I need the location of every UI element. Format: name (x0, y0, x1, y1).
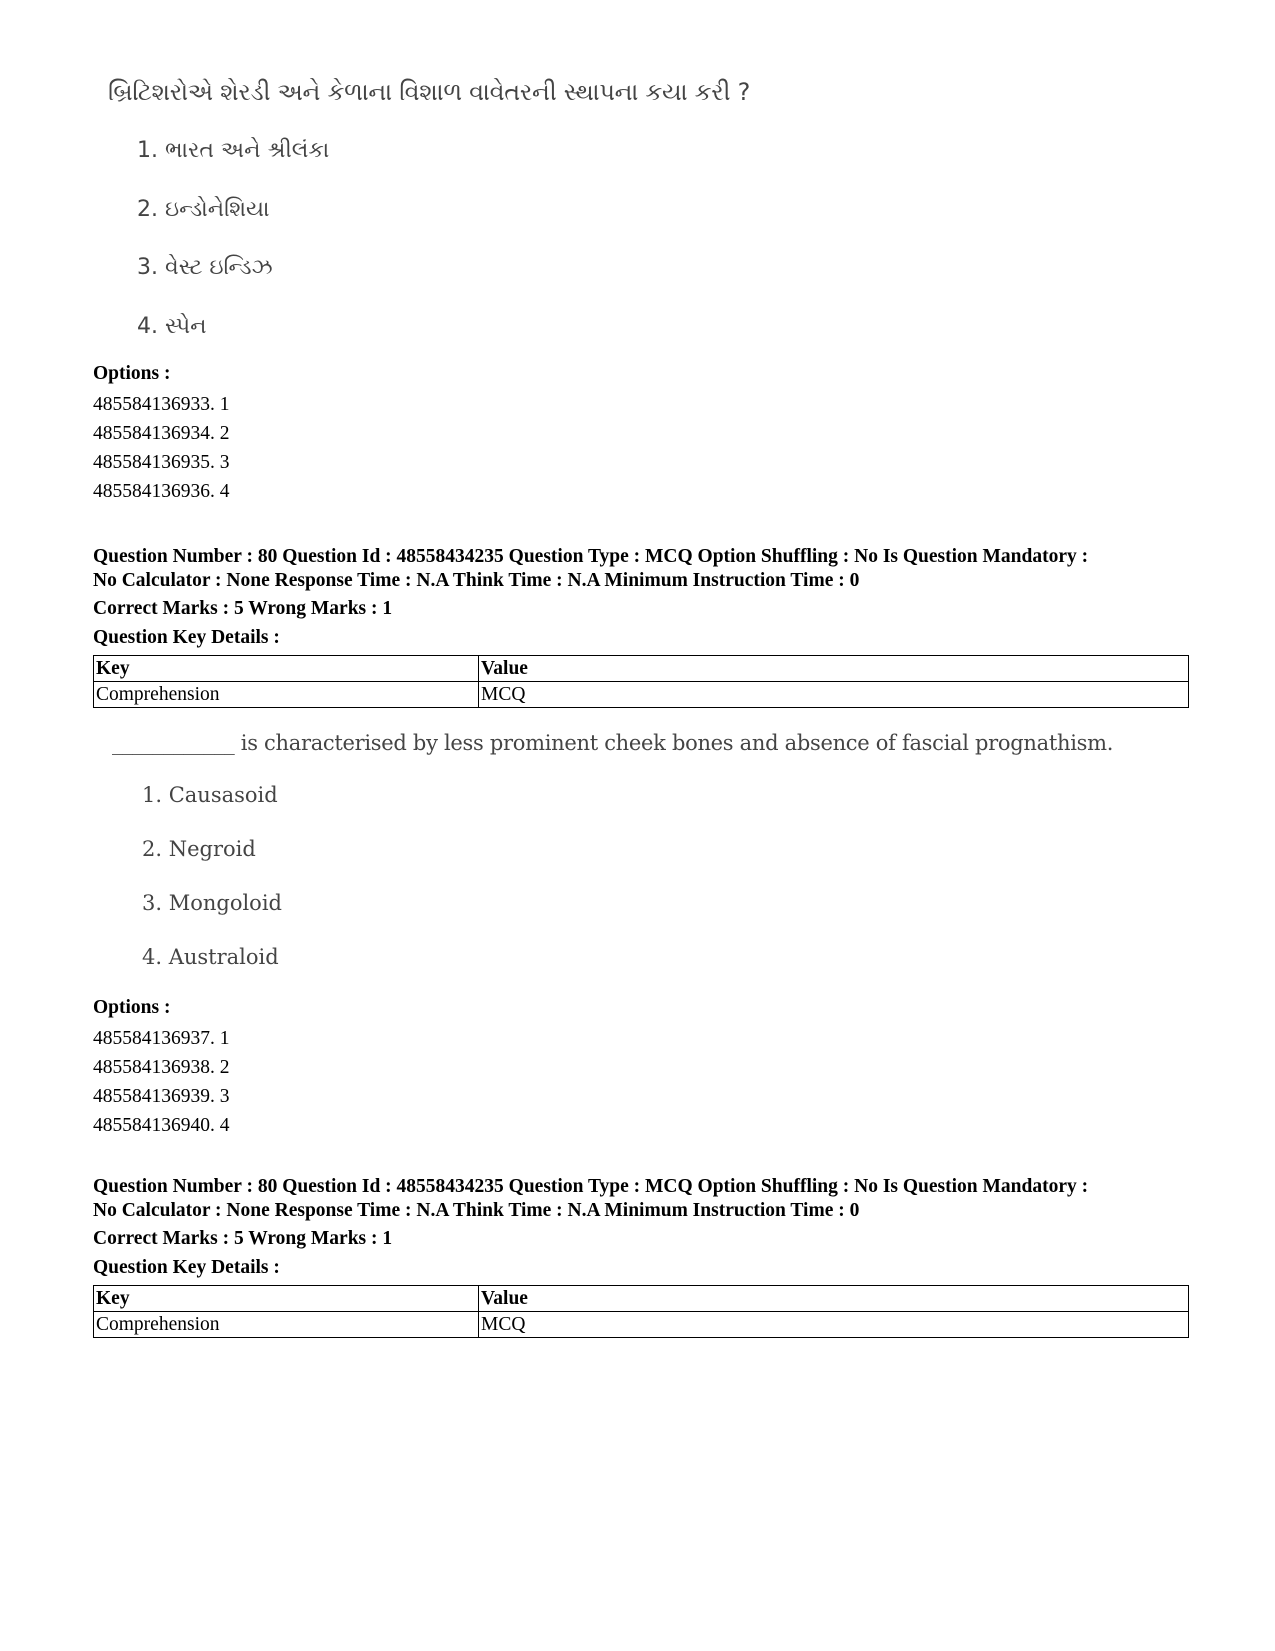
table-header-value: Value (479, 1286, 1189, 1312)
key-details-label: Question Key Details : (93, 1257, 280, 1278)
key-details-label: Question Key Details : (93, 627, 280, 648)
marks-line: Correct Marks : 5 Wrong Marks : 1 (93, 598, 393, 619)
marks-line: Correct Marks : 5 Wrong Marks : 1 (93, 1228, 393, 1249)
table-row (94, 1312, 1189, 1338)
meta-line-2: No Calculator : None Response Time : N.A Think Time : N.A Minimum Instruction Time : 0 (93, 1200, 860, 1221)
option-item: 485584136935. 3 (93, 452, 230, 473)
table-cell-key: Comprehension (94, 682, 479, 708)
table-header-value: Value (479, 656, 1189, 682)
meta-line-1: Question Number : 80 Question Id : 48558434235 Question Type : MCQ Option Shuffling : No Is Question Mandatory : (93, 546, 1089, 567)
question1-choice-1: 1. ભારત અને શ્રીલંકા (137, 138, 330, 163)
question1-choice-3: 3. વેસ્ટ ઇન્ડિઝ (137, 255, 273, 280)
table-cell-value: MCQ (479, 682, 1189, 708)
question2-options (93, 996, 1203, 1140)
table-header-key: Key (94, 1286, 479, 1312)
question2-meta (93, 545, 1203, 650)
question2-choice-4: 4. Australoid (142, 945, 279, 969)
options-label: Options : (93, 363, 171, 384)
meta-line-2: No Calculator : None Response Time : N.A Think Time : N.A Minimum Instruction Time : 0 (93, 570, 860, 591)
question2-choice-2: 2. Negroid (142, 837, 256, 861)
option-item: 485584136933. 1 (93, 394, 230, 415)
table-header-row (94, 656, 1189, 682)
option-item: 485584136940. 4 (93, 1115, 230, 1136)
table-cell-value: MCQ (479, 1312, 1189, 1338)
option-item: 485584136937. 1 (93, 1028, 230, 1049)
option-item: 485584136939. 3 (93, 1086, 230, 1107)
question2-choice-3: 3. Mongoloid (142, 891, 282, 915)
question2-blank: ____________ (112, 731, 235, 755)
key-details-table (93, 1285, 1189, 1338)
question1-stem: બ્રિટિશરોએ શેરડી અને કેળાના વિશાળ વાવેતરની સ્થાપના કયા કરી ? (108, 78, 751, 106)
table-header-key: Key (94, 656, 479, 682)
meta-line-1: Question Number : 80 Question Id : 48558434235 Question Type : MCQ Option Shuffling : No Is Question Mandatory : (93, 1176, 1089, 1197)
question2-stem: is characterised by less prominent cheek bones and absence of fascial prognathism. (234, 731, 1114, 755)
option-item: 485584136934. 2 (93, 423, 230, 444)
table-row (94, 682, 1189, 708)
options-label: Options : (93, 997, 171, 1018)
question1-image (0, 0, 1275, 350)
question3-meta (93, 1175, 1203, 1280)
question1-options (93, 362, 1203, 506)
key-details-table (93, 655, 1189, 708)
option-item: 485584136936. 4 (93, 481, 230, 502)
option-item: 485584136938. 2 (93, 1057, 230, 1078)
question2-image (0, 715, 1275, 975)
question2-choice-1: 1. Causasoid (142, 783, 278, 807)
table-header-row (94, 1286, 1189, 1312)
question1-choice-4: 4. સ્પેન (137, 314, 207, 339)
table-cell-key: Comprehension (94, 1312, 479, 1338)
question1-choice-2: 2. ઇન્ડોનેશિયા (137, 197, 270, 222)
